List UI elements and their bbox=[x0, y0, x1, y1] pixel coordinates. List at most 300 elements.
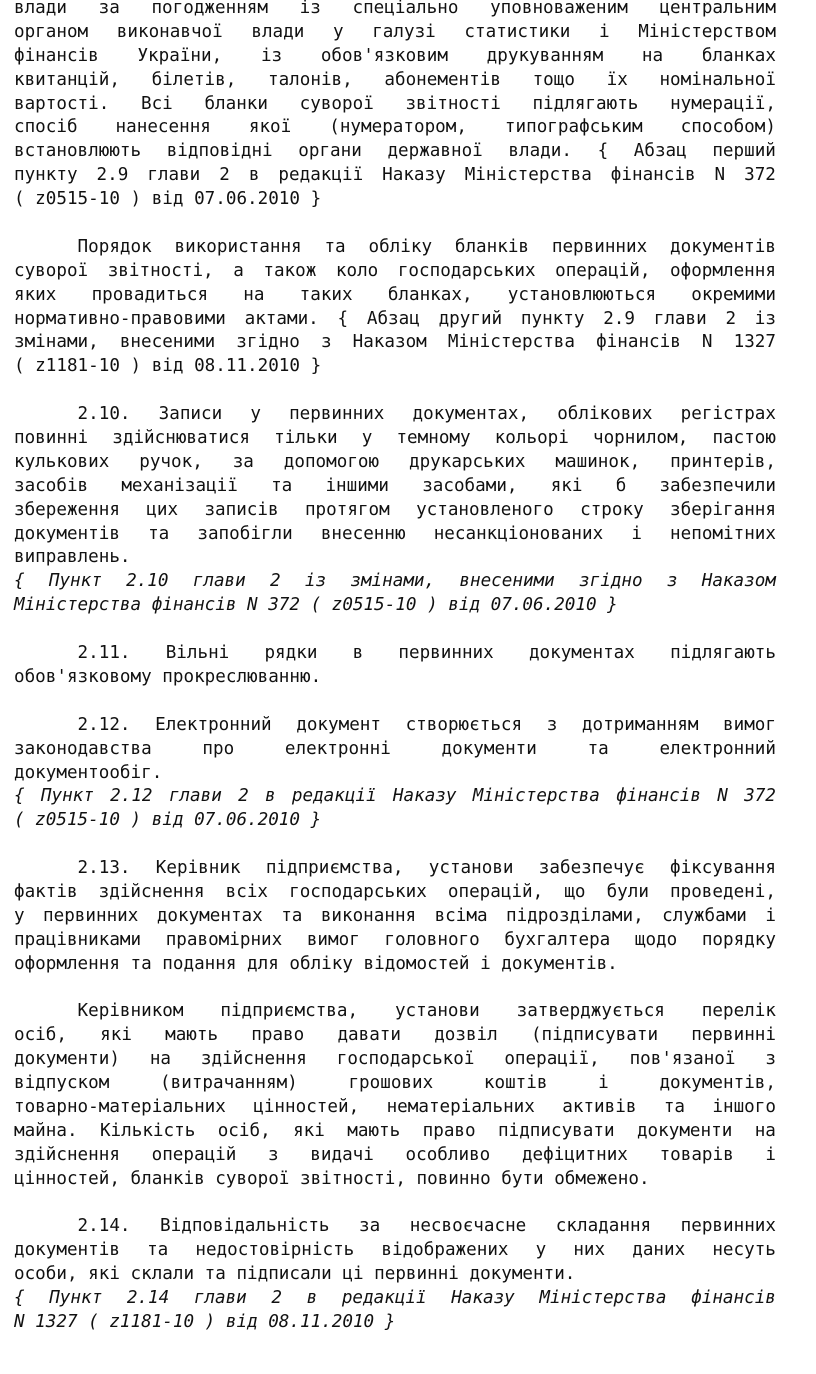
word: вимог bbox=[306, 929, 360, 950]
word: 2 bbox=[270, 571, 281, 592]
word: Пункт bbox=[49, 1288, 103, 1309]
word: бланки bbox=[204, 93, 268, 114]
text-line bbox=[14, 1239, 776, 1263]
word: темному bbox=[396, 428, 471, 449]
word: уповноваженим bbox=[490, 0, 628, 18]
word: мають bbox=[165, 1025, 219, 1046]
word: збереження bbox=[14, 499, 120, 520]
word: б bbox=[615, 475, 627, 496]
line-text: оформлення та подання для обліку відомостей і документів. bbox=[14, 953, 618, 974]
word: звітності, bbox=[107, 260, 214, 281]
word: Наказом bbox=[701, 571, 776, 592]
word: коло bbox=[335, 260, 379, 281]
word: ручок, bbox=[139, 451, 203, 472]
word: і bbox=[765, 1144, 776, 1165]
line-text: виправлень. bbox=[14, 547, 131, 568]
word: здійснення bbox=[14, 1144, 120, 1165]
word: облікових bbox=[557, 404, 653, 425]
word: змінами, bbox=[14, 332, 99, 353]
word: установлюються bbox=[507, 284, 657, 305]
word: Пункт bbox=[40, 786, 94, 807]
word: недостовірність bbox=[195, 1240, 355, 1261]
word: спосіб bbox=[14, 117, 78, 138]
word: документів bbox=[14, 1240, 120, 1261]
text-line bbox=[14, 738, 776, 762]
word: на bbox=[754, 1120, 776, 1141]
word: і bbox=[765, 905, 776, 926]
text-line bbox=[14, 1048, 776, 1072]
line-text: обов'язковому прокреслюванню. bbox=[14, 666, 322, 687]
word: відповідні bbox=[166, 141, 273, 162]
word: проведені, bbox=[670, 881, 776, 902]
word: цих bbox=[146, 499, 179, 520]
word: 2 bbox=[271, 1288, 282, 1309]
word: порядку bbox=[701, 929, 776, 950]
paragraph-text bbox=[14, 236, 776, 379]
word: даних bbox=[632, 1240, 686, 1261]
word: були bbox=[606, 881, 649, 902]
word: внесеними bbox=[459, 571, 555, 592]
word: { bbox=[597, 141, 609, 162]
word: бухгалтера bbox=[504, 929, 611, 950]
word: право bbox=[251, 1025, 305, 1046]
word: та bbox=[271, 475, 293, 496]
word: пункту bbox=[14, 165, 78, 186]
word: в bbox=[264, 786, 276, 807]
word: у bbox=[332, 21, 344, 42]
word: Пункт bbox=[48, 571, 102, 592]
word: на bbox=[641, 45, 664, 66]
word: зберігання bbox=[670, 499, 776, 520]
text-line bbox=[14, 1263, 776, 1287]
word: кулькових bbox=[14, 451, 110, 472]
word: абонементів bbox=[384, 69, 501, 90]
word: строку bbox=[580, 499, 644, 520]
word: у bbox=[14, 905, 25, 926]
word: первинних bbox=[289, 404, 385, 425]
paragraph-text bbox=[14, 403, 776, 570]
word: органи bbox=[298, 141, 362, 162]
word: первинні bbox=[691, 1025, 776, 1046]
text-line bbox=[14, 570, 776, 594]
word: чорнилом, bbox=[592, 428, 689, 449]
word: 2 bbox=[219, 165, 230, 186]
word: фактів bbox=[14, 881, 78, 902]
paragraph bbox=[14, 0, 776, 212]
word: з bbox=[666, 571, 678, 592]
word: Керівник bbox=[155, 858, 241, 879]
text-line bbox=[14, 905, 776, 929]
word: Вільні bbox=[165, 643, 230, 664]
word: документи bbox=[636, 1120, 733, 1141]
word: Абзац bbox=[633, 141, 687, 162]
word: цінностей, bbox=[253, 1096, 360, 1117]
word: N bbox=[717, 786, 728, 807]
word: вимог bbox=[723, 714, 776, 735]
word: в bbox=[306, 1288, 318, 1309]
text-line bbox=[14, 1096, 776, 1120]
word: операцій, bbox=[447, 881, 544, 902]
word: редакції bbox=[341, 1288, 427, 1309]
word: України, bbox=[137, 45, 223, 66]
text-line bbox=[14, 1120, 776, 1144]
text-line bbox=[14, 762, 776, 786]
word: у bbox=[361, 428, 373, 449]
text-line bbox=[14, 164, 776, 188]
word: із bbox=[299, 0, 321, 18]
text-line bbox=[14, 403, 776, 427]
word: окремими bbox=[691, 284, 776, 305]
word: іншого bbox=[712, 1096, 776, 1117]
word: у bbox=[535, 1240, 547, 1261]
word: Міністерства bbox=[472, 786, 600, 807]
text-line bbox=[14, 475, 776, 499]
word: документ bbox=[296, 714, 381, 735]
word: документи bbox=[441, 738, 537, 759]
word: із bbox=[260, 45, 283, 66]
word: Електронний bbox=[155, 714, 272, 735]
line-text: ( z0515-10 ) від 07.06.2010 } bbox=[14, 810, 322, 831]
word: (нумератором, bbox=[329, 117, 467, 138]
word: забезпечує bbox=[538, 858, 645, 879]
word: давати bbox=[337, 1025, 401, 1046]
word: активів bbox=[562, 1096, 637, 1117]
word: кольорі bbox=[494, 428, 569, 449]
word: таких bbox=[299, 284, 353, 305]
word: за bbox=[98, 0, 120, 18]
word: в bbox=[352, 643, 364, 664]
word: документів bbox=[14, 523, 120, 544]
text-line bbox=[14, 331, 776, 355]
word: пастою bbox=[712, 428, 776, 449]
word: N bbox=[701, 332, 713, 353]
word: галузі bbox=[372, 21, 436, 42]
word: внесеними bbox=[119, 332, 216, 353]
word: документах, bbox=[412, 404, 530, 425]
word: головного bbox=[384, 929, 480, 950]
text-line bbox=[14, 1024, 776, 1048]
word: Міністерства bbox=[539, 1288, 667, 1309]
word: запобігли bbox=[197, 523, 293, 544]
word: звітності bbox=[405, 93, 501, 114]
text-line bbox=[14, 594, 776, 618]
word: підрозділами, bbox=[506, 905, 644, 926]
word: операцій, bbox=[555, 260, 651, 281]
word: державної bbox=[387, 141, 483, 162]
word: типографським bbox=[504, 117, 643, 138]
word: за bbox=[359, 1216, 381, 1237]
word: { bbox=[14, 786, 25, 807]
text-line bbox=[14, 284, 776, 308]
text-line bbox=[14, 1144, 776, 1168]
paragraph-text bbox=[14, 857, 776, 976]
word: установленого bbox=[416, 499, 554, 520]
word: з bbox=[268, 1144, 279, 1165]
word: засобів bbox=[14, 475, 89, 496]
paragraph-text bbox=[14, 0, 776, 212]
text-line bbox=[14, 953, 776, 977]
word: 2.9 bbox=[96, 165, 129, 186]
text-line bbox=[14, 116, 776, 140]
line-text: особи, які склали та підписали ці первинні документи. bbox=[14, 1264, 576, 1285]
word: фінансів bbox=[691, 1288, 776, 1309]
word: 2.11. bbox=[14, 643, 131, 664]
text-line bbox=[14, 499, 776, 523]
word: всіма bbox=[434, 905, 488, 926]
word: 2.12 bbox=[110, 786, 153, 807]
word: працівниками bbox=[14, 929, 142, 950]
word: які bbox=[100, 1025, 132, 1046]
amendment-note bbox=[14, 1287, 776, 1335]
word: 2.13. bbox=[14, 858, 131, 879]
word: нематеріальних bbox=[386, 1096, 535, 1117]
word: і bbox=[631, 523, 642, 544]
word: номінальної bbox=[659, 69, 776, 90]
word: фінансів bbox=[616, 786, 701, 807]
text-line bbox=[14, 881, 776, 905]
word: на bbox=[243, 284, 265, 305]
word: суворої bbox=[299, 93, 374, 114]
word: нумерації, bbox=[670, 93, 776, 114]
document-body bbox=[14, 0, 776, 1359]
word: нанесення bbox=[115, 117, 211, 138]
word: дефіцитних bbox=[521, 1144, 628, 1165]
word: Керівником bbox=[14, 1001, 184, 1022]
word: бланків bbox=[454, 236, 530, 257]
paragraph bbox=[14, 403, 776, 618]
word: бланках bbox=[701, 45, 776, 66]
word: складання bbox=[555, 1216, 652, 1237]
word: допомогою bbox=[283, 451, 380, 472]
word: всіх bbox=[225, 881, 269, 902]
word: 2.9 bbox=[603, 308, 635, 329]
word: статистики bbox=[464, 21, 571, 42]
word: Наказу bbox=[382, 165, 446, 186]
word: яких bbox=[14, 284, 57, 305]
line-text: цінностей, бланків суворої звітності, повинно бути обмежено. bbox=[14, 1168, 650, 1189]
paragraph bbox=[14, 1000, 776, 1191]
word: погодженням bbox=[151, 0, 268, 18]
word: принтерів, bbox=[670, 451, 776, 472]
word: право bbox=[422, 1120, 476, 1141]
word: документів, bbox=[659, 1073, 776, 1094]
word: з bbox=[765, 1049, 776, 1070]
word: нормативно-правовими bbox=[14, 308, 226, 329]
word: пов'язаної bbox=[629, 1049, 736, 1070]
text-line bbox=[14, 523, 776, 547]
word: влади. bbox=[508, 141, 572, 162]
word: іншими bbox=[325, 475, 389, 496]
text-line bbox=[14, 642, 776, 666]
word: перелік bbox=[701, 1001, 776, 1022]
word: перший bbox=[712, 141, 776, 162]
paragraph-text bbox=[14, 642, 776, 690]
word: глави bbox=[193, 1288, 247, 1309]
word: первинних bbox=[43, 905, 139, 926]
word: документи) bbox=[14, 1049, 120, 1070]
word: операцій bbox=[151, 1144, 237, 1165]
word: { bbox=[337, 308, 349, 329]
word: які bbox=[293, 1120, 325, 1141]
word: бланках, bbox=[387, 284, 473, 305]
word: первинних bbox=[551, 236, 648, 257]
word: у bbox=[250, 404, 261, 425]
word: здійснення bbox=[200, 1049, 307, 1070]
word: Абзац bbox=[366, 308, 420, 329]
word: їх bbox=[606, 69, 628, 90]
word: глави bbox=[653, 308, 707, 329]
word: 2 bbox=[725, 308, 737, 329]
word: із bbox=[754, 308, 776, 329]
word: непомітних bbox=[670, 523, 776, 544]
word: Всі bbox=[141, 93, 173, 114]
word: повинні bbox=[14, 428, 89, 449]
word: провадиться bbox=[91, 284, 209, 305]
word: Міністерства bbox=[447, 332, 575, 353]
word: дотриманням bbox=[581, 714, 699, 735]
paragraph-text bbox=[14, 714, 776, 786]
word: машинок, bbox=[555, 451, 641, 472]
word: осіб, bbox=[14, 1025, 67, 1046]
text-line bbox=[14, 45, 776, 69]
word: глави bbox=[168, 786, 222, 807]
word: також bbox=[263, 260, 317, 281]
word: 2.12. bbox=[14, 714, 131, 735]
text-line bbox=[14, 1072, 776, 1096]
word: з bbox=[546, 714, 558, 735]
word: що bbox=[564, 881, 586, 902]
word: які bbox=[550, 475, 583, 496]
word: глави bbox=[147, 165, 201, 186]
word: здійснення bbox=[98, 881, 205, 902]
word: первинних bbox=[680, 1216, 776, 1237]
word: внесенню bbox=[320, 523, 406, 544]
text-line bbox=[14, 1215, 776, 1239]
amendment-note bbox=[14, 570, 776, 618]
word: (підписувати bbox=[530, 1025, 659, 1046]
word: майна. bbox=[14, 1120, 78, 1141]
word: несвоєчасне bbox=[409, 1216, 527, 1237]
word: оформлення bbox=[670, 260, 776, 281]
word: 2.10. bbox=[14, 404, 131, 425]
text-line bbox=[14, 451, 776, 475]
word: та bbox=[147, 1240, 169, 1261]
paragraph bbox=[14, 236, 776, 379]
word: несуть bbox=[712, 1240, 776, 1261]
word: та bbox=[324, 236, 346, 257]
word: 2.10 bbox=[126, 571, 169, 592]
word: з bbox=[320, 332, 332, 353]
word: підлягають bbox=[532, 93, 639, 114]
word: 372 bbox=[744, 165, 776, 186]
text-line bbox=[14, 69, 776, 93]
text-line bbox=[14, 666, 776, 690]
word: якої bbox=[248, 117, 292, 138]
word: та bbox=[663, 1096, 685, 1117]
word: { bbox=[14, 1288, 25, 1309]
word: на bbox=[149, 1049, 172, 1070]
word: підписувати bbox=[498, 1120, 615, 1141]
word: друкарських bbox=[409, 451, 526, 472]
word: відображених bbox=[381, 1240, 509, 1261]
word: в bbox=[248, 165, 260, 186]
word: використання bbox=[174, 236, 302, 257]
word: вартості. bbox=[14, 93, 110, 114]
word: центральним bbox=[659, 0, 776, 18]
word: обов'язковим bbox=[320, 45, 448, 66]
word: друкуванням bbox=[486, 45, 604, 66]
word: про bbox=[202, 738, 235, 759]
word: із bbox=[304, 571, 327, 592]
text-line bbox=[14, 93, 776, 117]
text-line bbox=[14, 21, 776, 45]
word: рядки bbox=[264, 643, 318, 664]
word: Міністерства bbox=[464, 165, 592, 186]
word: фінансів bbox=[14, 45, 99, 66]
text-line bbox=[14, 1311, 776, 1335]
text-line bbox=[14, 1000, 776, 1024]
text-line bbox=[14, 929, 776, 953]
word: способом) bbox=[680, 117, 776, 138]
word: за bbox=[232, 451, 254, 472]
paragraph bbox=[14, 714, 776, 833]
line-text: ( z0515-10 ) від 07.06.2010 } bbox=[14, 189, 322, 210]
word: документах bbox=[528, 643, 635, 664]
word: 372 bbox=[744, 786, 776, 807]
word: товарів bbox=[659, 1144, 734, 1165]
word: електронний bbox=[659, 738, 776, 759]
word: (витрачанням) bbox=[160, 1073, 298, 1094]
word: Наказом bbox=[352, 332, 427, 353]
word: Відповідальність bbox=[160, 1216, 330, 1237]
word: осіб, bbox=[217, 1120, 271, 1141]
word: пункту bbox=[520, 308, 585, 329]
word: тощо bbox=[532, 69, 575, 90]
word: документах bbox=[156, 905, 263, 926]
word: Наказу bbox=[392, 786, 457, 807]
text-line bbox=[14, 260, 776, 284]
word: виконання bbox=[320, 905, 417, 926]
word: підприємства, bbox=[265, 858, 404, 879]
word: відпуском bbox=[14, 1073, 110, 1094]
word: талонів, bbox=[268, 69, 353, 90]
word: господарських bbox=[397, 260, 536, 281]
word: електронні bbox=[284, 738, 391, 759]
word: та bbox=[148, 523, 170, 544]
word: особливо bbox=[405, 1144, 491, 1165]
word: службами bbox=[662, 905, 747, 926]
word: влади bbox=[251, 21, 305, 42]
word: коштів bbox=[483, 1073, 548, 1094]
text-line bbox=[14, 785, 776, 809]
word: згідно bbox=[236, 332, 300, 353]
word: обліку bbox=[368, 236, 433, 257]
paragraph-text bbox=[14, 1000, 776, 1191]
word: мають bbox=[347, 1120, 401, 1141]
paragraph bbox=[14, 1215, 776, 1334]
word: господарських bbox=[289, 881, 427, 902]
word: змінами, bbox=[350, 571, 436, 592]
word: фінансів bbox=[610, 165, 696, 186]
line-text: документообіг. bbox=[14, 762, 163, 783]
line-text: ( z1181-10 ) від 08.11.2010 } bbox=[14, 356, 322, 377]
word: згідно bbox=[579, 571, 643, 592]
word: засобами, bbox=[422, 475, 518, 496]
word: забезпечили bbox=[659, 475, 776, 496]
word: створюється bbox=[405, 714, 523, 735]
word: білетів, bbox=[151, 69, 237, 90]
word: актами. bbox=[244, 308, 319, 329]
